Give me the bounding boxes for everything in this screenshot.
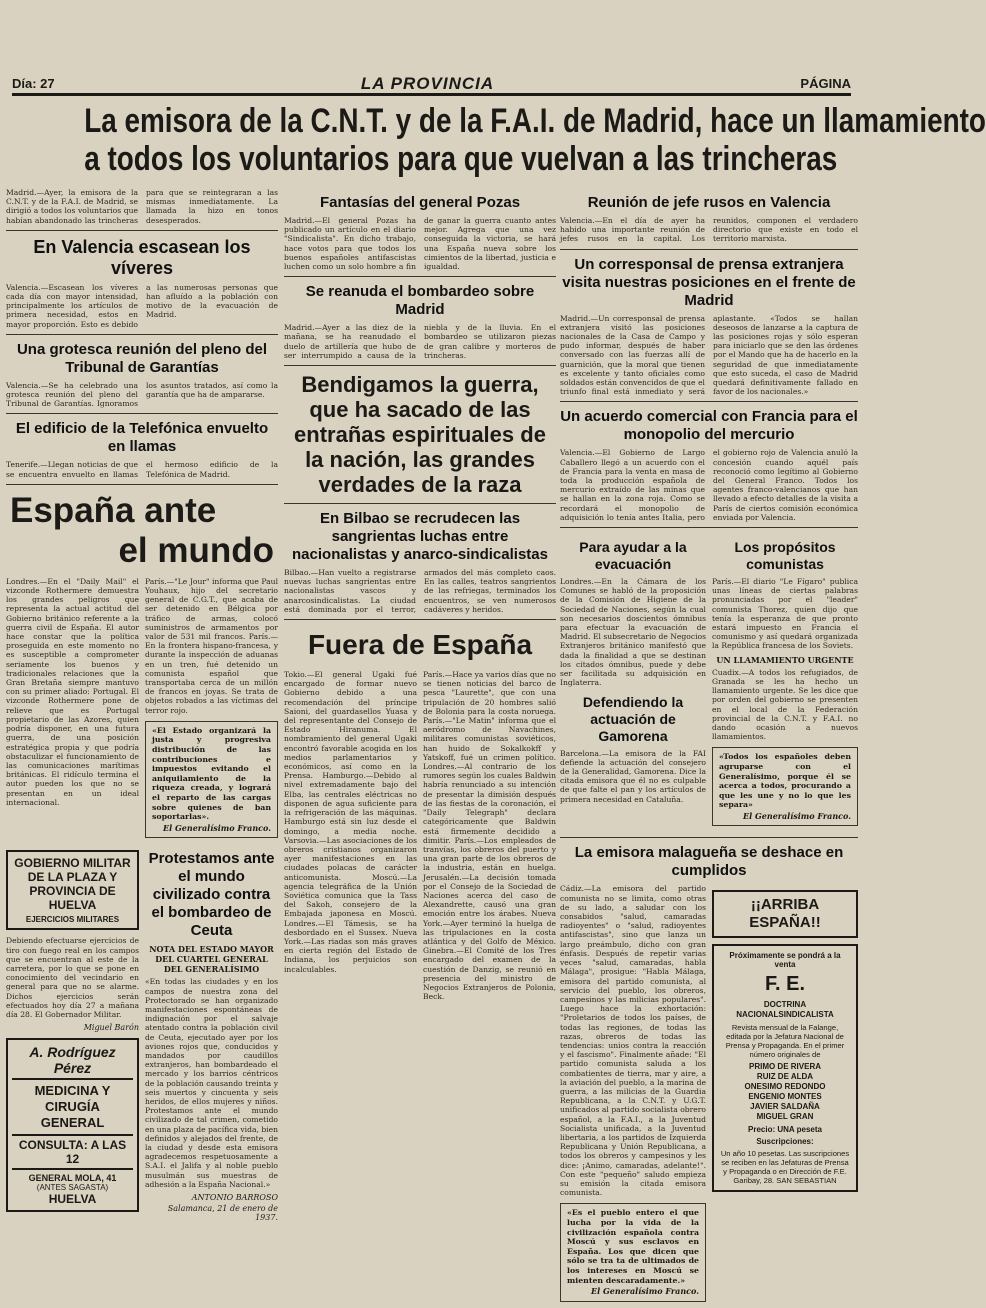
propositos-subtitle: UN LLAMAMIENTO URGENTE <box>716 654 854 665</box>
divider <box>6 334 278 335</box>
article-text-mercurio: Valencia.—El Gobierno de Largo Caballero llegó a un acuerdo con el de Francia para la venta en masa de toda la producción española de mercurio extraído de las minas que se hallan en la zona roja. Como se recordará el monopolio de adquisición lo tenía antes Italia, pero el gobierno rojo de Valencia anuló la concesión cuando aquél país reconoció como legítimo al Gobierno del General Franco. Todos los agentes franco-valencianos que han llevado a efecto detalles de la visita a París de ciertos comisión económica enviada por Valencia. <box>560 448 858 522</box>
fe-author: ENGENIO MONTES <box>748 1092 822 1102</box>
doctor-advertisement <box>6 1038 139 1212</box>
article-title-propositos: Los propósitos comunistas <box>734 539 836 573</box>
masthead <box>12 74 851 96</box>
quote-text: «El Estado organizará la justa y progresiva distribución de las contribuciones e impuestos evitando el aniquilamiento de la riqueza creada, y logrará el reparto de las cargas sobre quienes de ban soportarlas». <box>152 725 271 822</box>
column-center <box>284 188 556 1280</box>
article-text-malaguena: Cádiz.—La emisora del partido comunista no se limita, como otras de su lado, a saludar con los consabidos "salud, camaradas radioyentes" o "salud, radioyentes antifascistas", sino que lanza un largo preámbulo, dicho con gran énfasis. Después de repetir varias veces "salud, camaradas, habla Málaga", prosigue: "Habla Málaga, emisora del partido comunista, al servicio del pueblo, los obreros, campesinos y las milicias populares". Luego hace la exhortación: "Proletarios de todos los países, de todas las regiones, de todas las razas, obreros de todas las tendencias: unios contra la reacción y el fascismo". Finalmente añade: "El partido comunista saluda a los combatientes de tierra, mar y aire, a la aviación del pueblo, a la marina de guerra, a las milicias de la Guardia Republicana, a la C.N.T. y U.G.T. unificados al partido socialista obrero español, a la F.A.I., a la Juventud Socialista unificada, a la Juventud libertaria, a los partidos de Izquierda Republicana y Unión Republicana, a todos los obreros y campesinos y les dice: ¡Animo, camaradas, adelante!". Con este "pequeño" saludo empieza su emisión la citada emisora comunista. <box>560 884 706 1198</box>
article-title-bilbao: En Bilbao se recrudecen las sangrientas luchas entre nacionalistas y anarco-sindicalistas <box>292 510 548 564</box>
article-text-fantasias: Madrid.—El general Pozas ha publicado un artículo en el diario "Sindicalista". En dicho trabajo, hace votos para que todos los buenos españoles antifascistas luchen como un solo hombre a fin de ganar la guerra cuanto antes mejor. Agrega que una vez conseguida la victoria, se hará una España nueva sobre los cimientos de la libertad, justicia e igualdad. <box>284 216 556 272</box>
quote-text: «Es el pueblo entero el que lucha por la vida de la civilización española contra Moscú y sus esclavos en España. Los que dicen que sólo se tra ta de ultimados de los intereses en Moscú se mienten descaradamente.» <box>567 1208 699 1285</box>
article-text-gamorena: Barcelona.—La emisora de la FAI defiende la actuación del consejero de la Generalidad, Gamorena. Dice la citada emisora que él no es culpable de que falte el pan y los artículos de primera necesidad en Cataluña. <box>560 748 706 804</box>
masthead-page: PÁGINA <box>800 76 851 91</box>
protestamos-signature: ANTONIO BARROSO <box>191 1193 278 1203</box>
fuera-columns <box>284 670 556 1005</box>
fe-subscriptions: Un año 10 pesetas. Las suscripciones se reciben en las Jefaturas de Prensa y Propaganda o en Dirección de F.E. Garibay, 28. SAN SEBASTIAN <box>720 1149 850 1186</box>
quote-signature: El Generalísimo Franco. <box>743 810 851 821</box>
malaguena-row <box>560 884 858 1307</box>
article-text-propositos: París.—El diario "Le Fígaro" publica unas líneas de ciertas palabras pronunciadas por el "leader" comunista Thorez, quien dijo que tenía la esperanza de que pronto estará impuesto en Francia el comunismo y así quedará organizada la República francesa de los Soviets. <box>712 577 858 651</box>
masthead-paper-name: LA PROVINCIA <box>360 73 495 93</box>
fe-author-list <box>719 1062 851 1122</box>
gobierno-title: GOBIERNO MILITAR DE LA PLAZA Y PROVINCIA DE HUELVA <box>14 856 131 913</box>
divider <box>560 837 858 838</box>
espana-columns <box>6 577 278 845</box>
divider <box>6 230 278 231</box>
article-title-protestamos: Protestamos ante el mundo civilizado contra el bombardeo de Ceuta <box>148 850 275 940</box>
fe-subscriptions-title: Suscripciones: <box>756 1137 814 1147</box>
headline-line-2: a todos los voluntarios para que vuelvan a las trincheras <box>84 140 838 178</box>
gobierno-text: Debiendo efectuarse ejercicios de tiro con fuego real en los campos que se encuentran al este de la carretera, por lo que se pone en conocimiento del vecindario en general para que no se alarme. Dichos ejercicios serán efectuados hoy día 27 a mañana día 28. El Gobernador Militar. <box>6 936 139 1020</box>
quote-signature: El Generalísimo Franco. <box>163 822 271 833</box>
article-title-corresponsal: Un corresponsal de prensa extranjera visita nuestras posiciones en el frente de Madrid <box>562 255 856 309</box>
article-title-valencia: En Valencia escasean los víveres <box>33 236 251 278</box>
fe-author: PRIMO DE RIVERA <box>748 1062 821 1072</box>
gobierno-ad-row <box>6 844 278 1222</box>
evacuacion-propositos-row <box>560 533 858 832</box>
article-title-garantias: Una grotesca reunión del pleno del Tribunal de Garantías <box>16 340 268 376</box>
article-title-mercurio: Un acuerdo comercial con Francia para el monopolio del mercurio <box>560 408 858 444</box>
ad-specialty: MEDICINA Y CIRUGÍA GENERAL <box>34 1083 111 1131</box>
article-text-protestamos: «En todas las ciudades y en los campos de nuestra zona del Protectorado se han organizado manifestaciones espontáneas de indignación por el salvaje atentado contra la población civil de Ceuta, ejecutado ayer por los aviones rojos que, conducidos y mandados por caudillos extranjeros, han bombardeado el mercado y los barrios céntricos de la población causando treinta y seis muertos y cincuenta y seis heridos, de ellos mujeres y niños. Protestamos ante el mundo civilizado de tal crimen, cometido en una plaza de pacífica vida, bien definidos y alejados del frente, de la ciudad y desde esta emisora agradecemos respetuosamente a S.A.I. el Jalifa y al noble pueblo musulmán sus muestras de adhesión a la España Nacional.» <box>145 977 278 1189</box>
article-title-evacuacion: Para ayudar a la evacuación <box>579 539 687 573</box>
title-line-2: el mundo <box>118 530 274 570</box>
fe-author: ONESIMO REDONDO <box>744 1082 826 1092</box>
quote-text: «Todos los españoles deben agruparse con el Generalísimo, porque él se acerca a todos, procurando a que les une y no lo que les separa» <box>719 752 851 810</box>
article-text-evacuacion: Londres.—En la Cámara de los Comunes se habló de la proposición de la Comisión de Higiene de la Sociedad de Naciones, según la cual son necesarios doscientos ómnibus para efectuar la evacuación de Madrid. El subsecretario de Negocios Extranjeros británico manifestó que dada la finalidad a que se destinan los citados ómnibus, puede y debe ser facilitada su adquisición en Inglaterra. <box>560 577 706 688</box>
ad-consult-hours: CONSULTA: A LAS 12 <box>12 1134 133 1170</box>
title-line-1: España ante <box>10 490 217 530</box>
article-text-reunion: Valencia.—En el día de ayer ha habido una importante reunión de jefes rusos en la capital. Los reunidos, componen el verdadero directorio que existe en todo el territorio marxista. <box>560 216 858 244</box>
bendigamos-slogan: Bendigamos la guerra, que ha sacado de las entrañas espirituales de la nación, las grandes verdades de la raza <box>294 372 546 498</box>
divider <box>284 365 556 366</box>
article-text-corresponsal: Madrid.—Un corresponsal de prensa extranjera visitó las posiciones nacionales de la Casa de Campo y pudo informar, después de haber conversado con las fuerzas allí de guarnición, que la moral que tienen es excelente y tanto oficiales como soldados están convencidos de que el triunfo final está inmediato y será aplastante. «Todos se hallan deseosos de lanzarse a la captura de las posiciones rojas y sólo esperan para iniciarlo que se den las órdenes por el Mando que ha de hacerlo en la seguridad de que inmediatamente que esto suceda, el caso de Madrid quedará definitivamente fallado en favor de los nacionales.» <box>560 313 858 397</box>
lead-article-text: Madrid.—Ayer, la emisora de la C.N.T. y de la F.A.I. de Madrid, se dirigió a todos los voluntarios que habían abandonado las trincheras para que se reintegraran a las mismas inmediatamente. La llamada la hizo en tonos desesperados. <box>6 188 278 225</box>
divider <box>6 413 278 414</box>
ad-doctor-name: A. Rodríguez Pérez <box>12 1044 133 1080</box>
divider <box>560 527 858 528</box>
divider <box>6 484 278 485</box>
franco-quote-2 <box>712 747 858 826</box>
ad-address: GENERAL MOLA, 41 <box>28 1173 117 1184</box>
fe-subtitle: DOCTRINA NACIONALSINDICALISTA <box>736 1000 834 1020</box>
fe-description: Revista mensual de la Falange, editada por la Jefatura Nacional de Prensa y Propaganda. En el primer número originales de <box>725 1023 845 1060</box>
column-right <box>560 188 858 1297</box>
quote-signature: El Generalísimo Franco. <box>591 1286 699 1297</box>
divider <box>284 503 556 504</box>
article-text-telefonica: Tenerife.—Llegan noticias de que se encuentra envuelto en llamas el hermoso edificio de la Telefónica de Madrid. <box>6 460 278 479</box>
article-title-bombardeo: Se reanuda el bombardeo sobre Madrid <box>305 283 535 319</box>
article-text-bilbao: Bilbao.—Han vuelto a registrarse nuevas luchas sangrientas entre nacionalistas vascos y anarcosindicalistas. La ciudad está dominada por el terror, armados del más completo caos. En las calles, teatros sangrientos de las refriegas, terminados los encuentros, se ven numerosos cadáveres y heridos. <box>284 568 556 614</box>
ad-city: HUELVA <box>48 1192 97 1207</box>
fe-author: MIGUEL GRAN <box>756 1112 814 1122</box>
article-text-valencia: Valencia.—Escasean los víveres cada día con mayor intensidad, principalmente los artículos de primera necesidad, estos en mayor proporción. Esto es debido a las numerosas personas que han afluído a la población con motivo de la evacuación de Madrid. <box>6 282 278 329</box>
article-text-fuera: Tokio.—El general Ugaki fué encargado de formar nuevo Gobierno debido a una recomendación del príncipe Saioni, del guardasellos Yuasa y del representante del Consejo de Estado Hiranuma. El nombramiento del general Ugaki encontró favorable acogida en los medios parlamentarios y económicos, así como en la Prensa. Hamburgo.—Debido al nivel extremadamente bajo del Elba, las centrales eléctricas no disponen de agua suficiente para la refrigeración de las máquinas. Hamburgo está sin luz desde el domingo, a media noche. Varsovia.—Las asociaciones de los obreros cristianos organizaron ayer manifestaciones en las ciudades polacas de carácter anticomunista. Moscú.—La agencia telegráfica de la Unión Soviética comunica que la Tass del Sakoh, consejero de la Embajada japonesa en Moscú. Londres.—El Támesis, se ha desbordado en el Sussex. Nueva York.—Las riadas son más graves en cierta región del Estado de Indiana, los perjuicios son incalculables. <box>284 670 417 974</box>
main-headline <box>84 102 986 178</box>
gobierno-signature: Miguel Barón <box>83 1023 139 1033</box>
fe-title: F. E. <box>764 973 805 996</box>
gobierno-militar-box <box>6 850 139 930</box>
fe-magazine-advertisement <box>712 944 858 1192</box>
franco-quote-1 <box>145 721 278 839</box>
fe-author: RUIZ DE ALDA <box>756 1072 814 1082</box>
fe-announcement: Próximamente se pondrá a la venta <box>729 951 841 970</box>
article-text-espana-2: París.—"Le Jour" informa que Paul Youhaux, hijo del secretario general de C.G.T., que acaba de ser detenido en Bélgica por tráfico de armas, colocó suministros de armamentos por valor de 531 mil francos. París.—En la frontera hispano-francesa, y durante la inspección de aduanas en un tren, fué detenido un comunista español que transportaba cerca de un millón de francos en joyas. Se trata de objetos robados a las víctimas del terror rojo. <box>145 576 278 715</box>
masthead-day: Día: 27 <box>12 76 55 91</box>
gobierno-subtitle: EJERCICIOS MILITARES <box>25 915 120 925</box>
divider <box>560 249 858 250</box>
divider <box>560 401 858 402</box>
article-title-espana-ante-el-mundo <box>6 491 278 571</box>
fe-price: Precio: UNA peseta <box>748 1125 822 1135</box>
article-text-bombardeo: Madrid.—Ayer a las diez de la mañana, se ha reanudado el duelo de artillería que hubo de ser interrumpido a causa de la niebla y de la lluvia. En el bombardeo se utilizaron piezas de gran calibre y morteros de trincheras. <box>284 323 556 360</box>
franco-quote-3 <box>560 1203 706 1301</box>
divider <box>284 619 556 620</box>
headline-line-1: La emisora de la C.N.T. y de la F.A.I. de Madrid, hace un llamamiento <box>84 102 986 140</box>
article-title-gamorena: Defendiendo la actuación de Gamorena <box>582 693 684 744</box>
article-title-fuera-de-espana: Fuera de España <box>307 629 533 661</box>
article-text-garantias: Valencia.—Se ha celebrado una grotesca reunión del pleno del Tribunal de Garantías. Ignoramos los asuntos tratados, así como la garantía que ha de ampararse. <box>6 380 278 409</box>
fe-author: JAVIER SALDAÑA <box>750 1102 820 1112</box>
article-text-propositos-2: Cuadix.—A todos los refugiados, de Granada se les ha hecho un llamamiento urgente. Se les dice que por orden del gobierno se presenten en el local de la Federación provincial de la C.N.T. y F.A.I. no dando ocasión a nuevos llamamientos. <box>712 667 858 742</box>
protestamos-date: Salamanca, 21 de enero de 1937. <box>167 1204 278 1223</box>
column-left <box>6 188 278 1280</box>
article-title-telefonica: El edificio de la Telefónica envuelto en llamas <box>15 420 269 456</box>
divider <box>284 276 556 277</box>
article-title-fantasias: Fantasías del general Pozas <box>319 194 521 211</box>
article-text-fuera-2: París.—Hace ya varios días que no se tienen noticias del barco de pesca "Laurette", que con una tripulación de 20 hombres salió de Bolonia para la costa noruega. París.—"Le Matin" informa que el aeródromo de Navachines, militares comunistas soviéticos, han huido de Sokalkokff y Yatskoff, fué un crimen político. Londres.—Al contrario de los rumores según los cuales Baldwin habría renunciado a su intención de presentar la dimisión después de las fiestas de la coronación, el "Daily Telegraph" declara categóricamente que Baldwin está firmemente decidido a dimitir. París.—Los empleados de tranvías, los obreros del puerto y una gran parte de los obreros de la industria, están en huelga. Jerusalén.—La decisión tomada por el Consejo de la Sociedad de Naciones acerca del caso de Alexandrette, causó una gran emoción entre los árabes. Nueva York.—Ayer terminó la huelga de las tripulaciones en la costa atlántica y del Golfo de México. Ginebra.—El Comité de los Tres encargado del examen de la cuestión de Danzig, se reunió en presencia del ministro de Negocios Extranjeros de Polonia, Beck. <box>423 670 556 1002</box>
article-title-reunion: Reunión de jefe rusos en Valencia <box>587 194 831 211</box>
protestamos-note: NOTA DEL ESTADO MAYOR DEL CUARTEL GENERAL DEL GENERALÍSIMO <box>149 944 274 975</box>
arriba-espana-banner: ¡¡ARRIBA ESPAÑA!! <box>712 890 858 938</box>
article-title-malaguena: La emisora malagueña se deshace en cumplidos <box>574 844 844 880</box>
article-text-espana: Londres.—En el "Daily Mail" el vizconde Rothermere demuestra los grandes peligros que representa la actual actitud del Gobierno británico referente a la guerra civil de España. El autor hace constar que la política proseguida en este momento no es susceptible a comprometer seriamente los buenos y tradicionales relaciones que la Gran Bretaña siempre mantuvo con su primer aliado: Portugal. El vizconde Rothermere pone de relieve que es Portugal propietario de las Azores, quien podría disponer, en una futura guerra, de una posición estratégica propia y que podría obstaculizar el funcionamiento de las comunicaciones marítimas británicas. El ridículo termina el autor pueden los que no se presentan en un ideal internacional. <box>6 576 139 807</box>
ad-address-former: (ANTES SAGASTA) <box>36 1183 109 1193</box>
